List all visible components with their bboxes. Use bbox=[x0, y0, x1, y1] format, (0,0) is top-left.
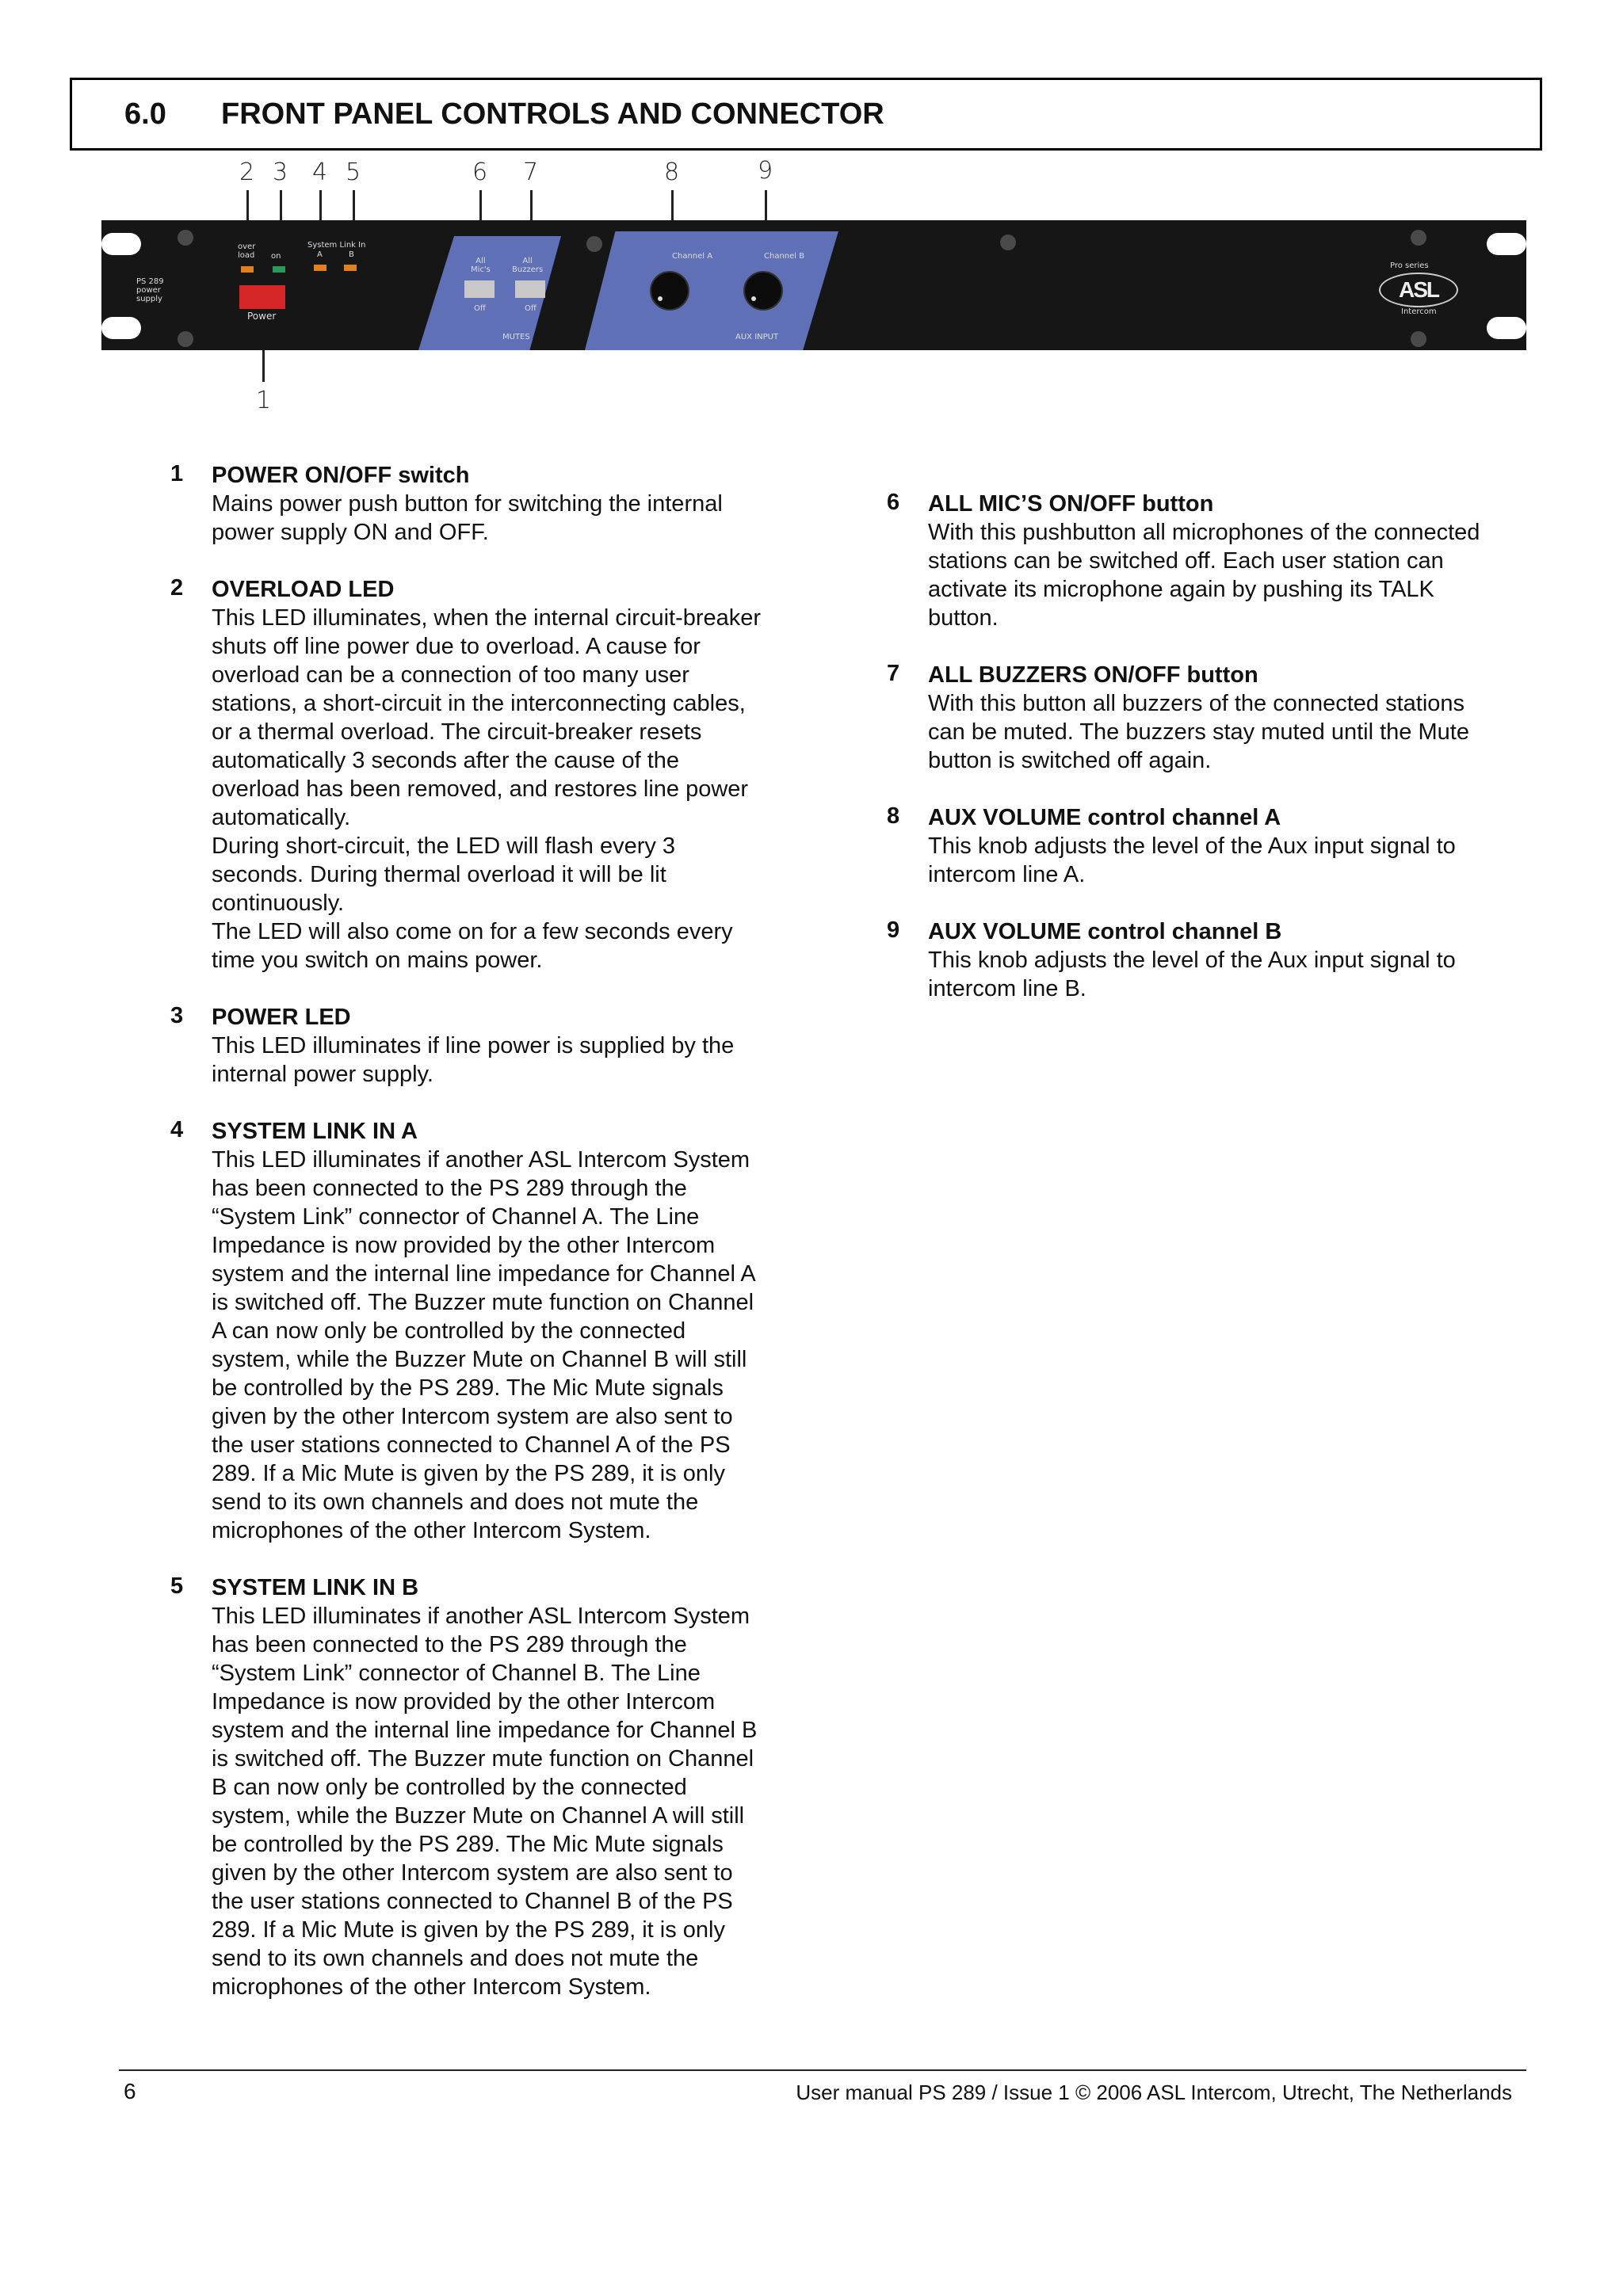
item-system-link-a bbox=[171, 1117, 837, 1545]
item-title: POWER LED bbox=[212, 1005, 351, 1030]
item-number: 5 bbox=[170, 1573, 184, 1599]
screw bbox=[178, 331, 193, 347]
rack-slot bbox=[1487, 233, 1526, 255]
callout-5: 5 bbox=[346, 158, 361, 186]
item-body: This LED illuminates if another ASL Intercom System has been connected to the PS 289 through the “System Link” connector of Channel A. The Line Impedance is now provided by the other Intercom system and the internal line impedance for Channel A is switched off. The Buzzer mute function on Channel A can now only be controlled by the connected system, while the Buzzer Mute on Channel B will still be controlled by the PS 289. The Mic Mute signals given by the other Intercom system are also sent to the user stations connected to Channel A of the PS 289. If a Mic Mute is given by the PS 289, it is only send to its own channels and does not mute the microphones of the other Intercom System. bbox=[212, 1147, 756, 1543]
aux-plate-label: AUX INPUT bbox=[735, 333, 779, 341]
item-title: ALL BUZZERS ON/OFF button bbox=[928, 662, 1258, 688]
section-title: FRONT PANEL CONTROLS AND CONNECTOR bbox=[221, 97, 884, 131]
mutes-plate-label: MUTES bbox=[502, 333, 530, 341]
left-column bbox=[171, 461, 837, 2030]
item-body: This LED illuminates, when the internal circuit-breaker shuts off line power due to overload. A cause for overload can be a connection of too many user stations, a short-circuit in the interconnecting cables, or a thermal overload. The circuit-breaker resets automatically 3 seconds after the cause of the overload has been removed, and restores line power automatically. During short-circuit, the LED will flash every 3 seconds. During thermal overload it will be lit continuously. The LED will also come on for a few seconds every time you switch on mains power. bbox=[212, 605, 762, 973]
item-number: 9 bbox=[887, 917, 900, 943]
item-body: This knob adjusts the level of the Aux input signal to intercom line A. bbox=[928, 833, 1456, 887]
power-led bbox=[273, 266, 285, 273]
item-title: SYSTEM LINK IN A bbox=[212, 1119, 418, 1144]
all-mics-label: All Mic's bbox=[471, 257, 491, 274]
system-link-a-led bbox=[314, 265, 327, 271]
footer-divider bbox=[119, 2069, 1526, 2071]
callout-8: 8 bbox=[664, 158, 680, 186]
all-buzzers-button[interactable] bbox=[515, 280, 545, 298]
page-number: 6 bbox=[124, 2079, 136, 2103]
series-label: Pro series bbox=[1390, 261, 1429, 270]
item-title: AUX VOLUME control channel B bbox=[928, 919, 1282, 944]
item-aux-volume-b bbox=[888, 917, 1537, 1003]
item-body: This LED illuminates if line power is supplied by the internal power supply. bbox=[212, 1033, 735, 1087]
callout-6: 6 bbox=[472, 158, 488, 186]
item-aux-volume-a bbox=[888, 803, 1537, 889]
system-link-label: System Link In bbox=[307, 241, 366, 250]
section-header bbox=[70, 78, 1542, 151]
item-all-buzzers-button bbox=[888, 661, 1537, 775]
all-mics-button[interactable] bbox=[464, 280, 495, 298]
item-title: OVERLOAD LED bbox=[212, 577, 395, 602]
callout-2: 2 bbox=[239, 158, 255, 186]
item-number: 1 bbox=[170, 461, 184, 486]
system-link-b-label: B bbox=[349, 250, 354, 259]
item-number: 2 bbox=[170, 575, 184, 601]
item-body: This knob adjusts the level of the Aux input signal to intercom line B. bbox=[928, 948, 1456, 1001]
item-body: This LED illuminates if another ASL Intercom System has been connected to the PS 289 through the “System Link” connector of Channel B. The Line Impedance is now provided by the other Intercom system and the internal line impedance for Channel B is switched off. The Buzzer mute function on Channel B can now only be controlled by the connected system, while the Buzzer Mute on Channel A will still be controlled by the PS 289. The Mic Mute signals given by the other Intercom system are also sent to the user stations connected to Channel B of the PS 289. If a Mic Mute is given by the PS 289, it is only send to its own channels and does not mute the microphones of the other Intercom System. bbox=[212, 1604, 758, 2000]
right-column bbox=[888, 490, 1537, 1032]
intercom-label: Intercom bbox=[1401, 307, 1437, 316]
channel-b-label: Channel B bbox=[764, 252, 805, 261]
item-number: 3 bbox=[170, 1003, 184, 1028]
asl-logo: ASL bbox=[1379, 273, 1458, 307]
front-panel-illustration bbox=[101, 220, 1526, 350]
overload-led bbox=[241, 266, 254, 273]
item-title: AUX VOLUME control channel A bbox=[928, 805, 1281, 830]
rack-slot bbox=[1487, 317, 1526, 339]
rack-slot bbox=[101, 233, 141, 255]
aux-volume-b-knob[interactable] bbox=[743, 271, 783, 311]
callout-1: 1 bbox=[256, 387, 272, 414]
aux-volume-a-knob[interactable] bbox=[650, 271, 689, 311]
footer-text: User manual PS 289 / Issue 1 © 2006 ASL Intercom, Utrecht, The Netherlands bbox=[796, 2081, 1512, 2104]
item-power-led bbox=[171, 1003, 837, 1089]
all-buzzers-label: All Buzzers bbox=[512, 257, 544, 274]
section-number: 6.0 bbox=[124, 97, 166, 131]
item-title: SYSTEM LINK IN B bbox=[212, 1575, 419, 1600]
callout-line-1 bbox=[262, 350, 265, 382]
item-body: With this pushbutton all microphones of the connected stations can be switched off. Each user station can activate its microphone again by pushing its TALK button. bbox=[928, 520, 1480, 631]
item-number: 4 bbox=[170, 1117, 184, 1142]
channel-a-label: Channel A bbox=[672, 252, 713, 261]
screw bbox=[178, 230, 193, 246]
screw bbox=[586, 236, 602, 252]
item-overload-led bbox=[171, 575, 837, 974]
screw bbox=[1000, 235, 1016, 250]
item-title: ALL MIC’S ON/OFF button bbox=[928, 491, 1214, 517]
system-link-b-led bbox=[344, 265, 357, 271]
model-label: PS 289 power supply bbox=[136, 277, 164, 303]
callout-4: 4 bbox=[312, 158, 328, 186]
item-all-mics-button bbox=[888, 490, 1537, 632]
callout-3: 3 bbox=[273, 158, 288, 186]
buzzers-off-label: Off bbox=[525, 304, 537, 313]
power-button[interactable] bbox=[239, 285, 285, 309]
item-system-link-b bbox=[171, 1573, 837, 2001]
callout-7: 7 bbox=[523, 158, 539, 186]
item-number: 6 bbox=[887, 490, 900, 515]
screw bbox=[1411, 230, 1426, 246]
callout-9: 9 bbox=[758, 157, 773, 185]
mics-off-label: Off bbox=[474, 304, 486, 313]
rack-slot bbox=[101, 317, 141, 339]
screw bbox=[1411, 331, 1426, 347]
item-body: With this button all buzzers of the connected stations can be muted. The buzzers stay muted until the Mute button is switched off again. bbox=[928, 691, 1469, 773]
power-label: Power bbox=[247, 311, 277, 322]
overload-label: over load bbox=[238, 242, 256, 260]
item-power-switch bbox=[171, 461, 837, 547]
item-number: 7 bbox=[887, 661, 900, 686]
item-number: 8 bbox=[887, 803, 900, 829]
on-label: on bbox=[271, 252, 281, 261]
aux-input-plate bbox=[585, 231, 838, 350]
item-body: Mains power push button for switching the internal power supply ON and OFF. bbox=[212, 491, 723, 545]
system-link-a-label: A bbox=[317, 250, 323, 259]
item-title: POWER ON/OFF switch bbox=[212, 463, 470, 488]
